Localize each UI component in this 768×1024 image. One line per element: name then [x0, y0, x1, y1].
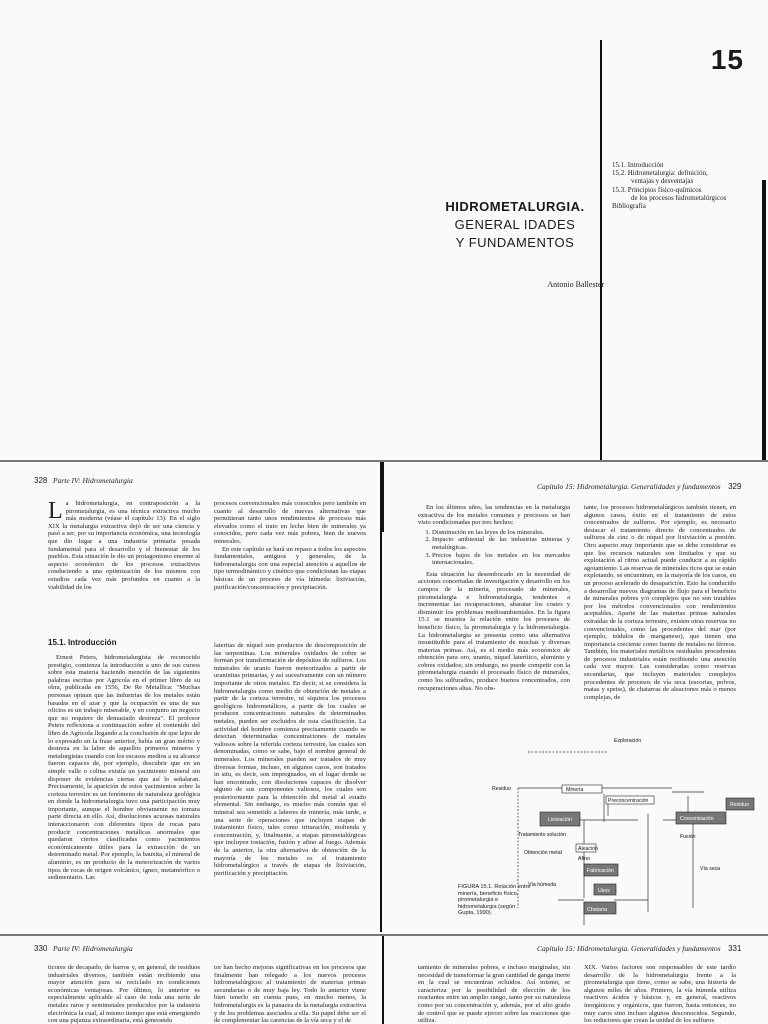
page-number: 331: [728, 944, 742, 953]
paragraph: procesos convencionales más conocidos pero también en cuanto al desarrollo de nuevas alternativas que permitieran tanto unos rendimientos de procesos más elevados como el trato en lecho bien de minerales ya conocidos, pero cada vez más pobres, bien de nuevos minerales.: [214, 500, 366, 545]
toc-item: 15.1. Introducción: [612, 161, 664, 169]
text-column: [418, 504, 570, 740]
paragraph: Ernest Peters, hidrometalurgista de reconocido prestigio, comienza la introducción a uno de sus cursos sobre esta materia haciendo mención de las siguientes palabras escritas por Agricola en el primer libro de su obra, publicada en 1556, De Re Metallica: "Muchas personas opinan que las industrias de los metales están basadas en el azar y que la ocupación es una de sus oficios es un trabajo miserable, y en conjunto un negocio que no requiere de demasiado destreza". El profesor Peters reflexiona a continuación sobre el contenido del libro de Agricola llegando a la conclusión de que lejos de lo expresado en la frase anterior, había un gran mérito y destreza en la labor de aquellos primeros mineros y metalurgistas cuando con los escasos medios a su alcance fueron capaces de, por ejemplo, descubrir que en un simple valle o colina existía un yacimiento mineral sin disponer de evidencias ciertas que así lo señalaran. Precisamente, la aparición de estos yacimientos sobre la corteza terrestre es un fenómeno de naturaleza geológica en donde la hidrometalurgia tuvo una participación muy importante, aunque el hombre obviamente no tomara parte directa en ello. Así, disoluciones acuosas naturales interaccionaron con diferentes tipos de rocas para producir concentraciones metálicas anormales que quedaron ciertos clasificadas como yacimientos económicamente útiles para la extracción de un determinado metal. Por ejemplo, la bauxita, el mineral de aluminio, es un producto de la meteorización de varios tipos de rocas de origen volcánico, ígneo, metamórfico o sedimentario. Las: [48, 654, 200, 882]
text-column: [584, 964, 736, 1024]
numbered-list: [418, 529, 570, 567]
text-column: [48, 500, 200, 620]
gutter-rule-thin: [380, 532, 382, 932]
title-line: HIDROMETALURGIA.: [445, 199, 585, 214]
chapter-number: 15: [710, 44, 744, 75]
margin-rule: [600, 40, 602, 460]
diagram-label: Obtención metal: [524, 850, 562, 856]
page-number: 329: [728, 482, 742, 491]
page-header-right: [537, 944, 741, 953]
diagram-label: Fusión: [680, 834, 696, 840]
text-column: [418, 964, 570, 1024]
gutter-rule: [382, 936, 384, 1024]
paragraph: a hidrometalurgia, en contraposición a la pirometalurgia, es una técnica extractiva mucho más moderna (véase el capítulo 13). En el siglo XIX la metalurgia extractiva dejó de ser una ciencia y pasó a ser, por su importancia económica, una tecnología que dio lugar a una industria primaria pesada fundamental para el desarrollo y el bienestar de los pueblos. Esta situación le dio un protagonismo enorme al aspecto económico de los procesos extractivos conduciendo a una optimización de los mismos con estudios cada vez más profundos en cuanto a la viabilidad de los: [48, 500, 200, 591]
diagram-label: Preconcentración: [608, 798, 649, 804]
paragraph: tor han hecho mejoras significativas en los procesos que finalmente han relegado a los nuevos procesos hidrometalúrgicos al tratamiento de materias primas secundarias o de muy baja ley. Todo lo anterior viene bien tenerlo en cuenta pues, en mucho menos, la hidrometalurgia es la panacea de la metalurgia extractiva y de los problemas asociados a ella. Su papel debe ser el de complementar las carencias de la vía seca y el de: [214, 964, 366, 1024]
diagram-label: Vía seca: [700, 866, 721, 872]
running-head: Capítulo 15: Hidrometalurgia. Generalidades y fundamentos: [537, 944, 721, 953]
text-column: [214, 642, 366, 930]
toc-item: de los procesos hidrometalúrgicos: [631, 193, 727, 202]
margin-rule-right: [762, 180, 766, 460]
diagram-label: Fabricación: [587, 868, 614, 874]
text-column: [214, 964, 366, 1024]
running-head: Capítulo 15: Hidrometalurgia. Generalidades y fundamentos: [537, 482, 721, 491]
list-item: 1. Disminución en las leyes de los minerales.: [432, 529, 570, 537]
toc-item: 15.2. Hidrometalurgia: definición,: [612, 169, 708, 178]
diagram-label: Residuo: [492, 786, 512, 792]
page-number: 330: [34, 944, 48, 953]
diagram-label: Concentración: [680, 816, 714, 822]
diagram-label: Minería: [566, 787, 584, 793]
paragraph: tante, los procesos hidrometalúrgicos también tienen, en algunos casos, éxito en el tratamiento de estos concentrados de sulfuros. Por ejemplo, es necesario destacar el tratamiento directo de concentrados de sulfuros de cinc o de níquel por lixiviación a presión. Otro aspecto muy importante que se debe considerar es que los recursos naturales son limitados y que su explotación al ritmo actual puede conducir a su rápido agotamiento. Las reservas de minerales ricos que se están explotando, se encuentran, en la mayoría de los casos, en un proceso acelerado de desaparición. Esto ha conducido a desarrollar nuevos diagramas de flujo para el beneficio de minerales pobres y/o complejos que no son tratables por los métodos convencionales con rendimientos aceptables. Aparte de las materias primas naturales extraídas de la corteza terrestre, existen otras reservas no convencionales, como las procedentes del mar (por ejemplo, nódulos de manganeso), que tienen una importancia creciente como fuente de metales no férreos. También, los materiales metálicos residuales procedentes de procesos industriales están recibiendo una atención cada vez mayor. Las consideradas como reservas secundarias, que incluyen materiales complejos procedentes de procesos de vía seca (escorias, polvos, matas y speiss), de chatarras de aleaciones más o menos complejas, de: [584, 504, 736, 701]
paragraph: Esta situación ha desembocado en la necesidad de acciones concertadas de investigación y desarrollo en los campos de la minería, procesado de minerales, pirometalurgia e hidrometalurgia, tendentes a incrementar las recuperaciones, abaratar los costes y disminuir los problemas medioambientales. En la figura 15.1 se muestra la relación entre los procesos de beneficio físico, la pirometalurgia y la hidrometalurgia. La hidrometalurgia se presenta como una alternativa insustituible para el tratamiento de muchas y diversas materias primas. Así, es el medio más económico de obtención para oro, uranio, níquel laterítico, aluminio y cobres oxidados; sin embargo, no puede competir con la pirometalurgia cuando el procesado físico de minerales, como los sulfurados, produce buenos concentrados, con recuperaciones altas. No obs-: [418, 570, 570, 692]
chapter-opening-page: [0, 0, 768, 460]
page-header-right: [537, 482, 741, 491]
diagram-label: Vía húmeda: [528, 882, 556, 888]
toc-item: 15.3. Principios físico-químicos: [612, 185, 702, 194]
chapter-title: [430, 198, 600, 252]
page-number: 328: [34, 476, 48, 485]
text-column: [48, 654, 200, 930]
running-head: Parte IV: Hidrometalurgia: [52, 944, 133, 953]
diagram-label: Usos: [598, 888, 610, 894]
gutter-rule: [380, 462, 384, 532]
toc-item: Bibliografía: [612, 202, 646, 211]
paragraph: ticores de decapado, de barros y, en general, de residuos industriales diversos, también están recibiendo una mayor atención para su reciclado en condiciones económicas ventajosas. Por último, lo anterior es especialmente aplicable al caso de toda una serie de metales raros y semimetales producidos por la industria electrónica la cual, al mismo tiempo que está emergiendo con una pujanza extraordinaria, está generando: [48, 964, 200, 1024]
title-line: GENERAL IDADES: [454, 217, 576, 232]
paragraph: En los últimos años, las tendencias en la metalurgia extractiva de los metales comunes y preciosos se han visto condicionadas por tres hechos:: [418, 504, 570, 527]
paragraph: En este capítulo se hará un repaso a todos los aspectos fundamentales, antiguos y generales, de la hidrometalurgia con una especial atención a aquellos de tipo termodinámico y cinético que condicionan las etapas básicas de un proceso de vía húmeda: lixiviación, purificación/concentración y precipitación.: [214, 545, 366, 591]
diagram-label: Tratamiento solución: [518, 832, 566, 838]
diagram-label: Aleación: [578, 846, 598, 852]
table-of-contents: [612, 161, 762, 210]
list-item: 3. Precios bajos de los metales en los mercados internacionales.: [432, 552, 570, 567]
text-column: [48, 964, 200, 1024]
author-name: Antonio Ballester: [547, 280, 604, 289]
toc-item: ventajas y desventajas: [631, 177, 694, 186]
paragraph: lateritas de níquel son productos de descomposición de las serpentinas. Los minerales oxidados de cobre se forman por transformación de depósitos de sulfuros. Los minerales de uranio fueron meteorizados a partir de uraninitas primarias, y así sucesivamente con un número importante de otros metales. En decir, si se considera la hidrometalurgia como medio de obtención de metales a partir de la corteza terrestre, ni siquiera los procesos geológicos hidrometálicos, a partir de los cuales se producen concentraciones naturales de determinados metales, pueden ser excluidos de esta clasificación. La actividad del hombre comienza precisamente cuando se detectan determinadas concentraciones de metales valiosos sobre la referida corteza terrestre, las cuales son denominadas, como se sabe, bajo el nombre general de minerales. Los minerales pueden ser tratados de muy diversas formas, incluso, en algunos casos, son tratados in situ, es decir, son impregnados, en el lugar donde se han encontrado, con disoluciones capaces de disolver alguno de sus componentes valiosos, los cuales son posteriormente para la obtención del metal al estado elemental. Sin embargo, es mucho más común que el mineral sea sometido a labores de minería, más tarde, a una serie de operaciones que incluyen etapas de tratamiento físico, tales como trituración, molienda y concentración, y, finalmente, a etapas pirometalúrgicas que incluyen tostación, fusión y afino al fuego. Además de la anterior, la otra alternativa de obtención de la mayoría de los metales es el tratamiento hidrometalúrgico a través de etapas de lixiviación, purificación y precipitación.: [214, 642, 366, 877]
diagram-label: Afino: [578, 856, 590, 862]
title-line: Y FUNDAMENTOS: [455, 235, 575, 250]
spread-330-331: [0, 936, 768, 1024]
section-heading: 15.1. Introducción: [48, 638, 117, 647]
paragraph: XIX. Varios factores son responsables de este tardío desarrollo de la hidrometalurgia frente a la pirometalurgia que tiene, como se sabe, una historia de algunos miles de años. Primero, la vía húmeda utiliza reactivos ácidos y básicos y, en general, reactivos inorgánicos y orgánicos, que fueron, hasta entonces, no muy caros sino incluso algunos desconocidos. Segundo, los reductores que crean la unidad de los sulfuros: [584, 964, 736, 1024]
text-column: [214, 500, 366, 622]
page-header-left: [34, 476, 133, 485]
figure-caption: FIGURA 15.1. Relación entre minería, beneficio físico, pirometalurgia e hidrometalurgia (según Gupta, 1990).: [458, 884, 531, 917]
diagram-label: Residuo: [730, 802, 750, 808]
page-header-left: [34, 944, 133, 953]
paragraph: tamiento de minerales pobres, e incluso marginales, sin necesidad de transformar la gran cantidad de ganga inerte en la cual se encuentran ocluidos. Así mismo, se caracteriza por la posibilidad de elección de los reactantes entre un amplio rango, tanto por su naturaleza como por su concentración y, además, por el alto grado de control que se puede ejercer sobre las reacciones que utiliza.: [418, 964, 570, 1024]
text-column: [584, 504, 736, 742]
list-item: 2. Impacto ambiental de las industrias mineras y metalúrgicas.: [432, 536, 570, 551]
running-head: Parte IV: Hidrometalurgia: [52, 476, 133, 485]
diagram-label: Exploración: [614, 738, 642, 744]
diagram-label: Lixiviación: [548, 817, 572, 823]
diagram-label: Chatarra: [587, 907, 608, 913]
drop-cap: L: [48, 500, 63, 524]
